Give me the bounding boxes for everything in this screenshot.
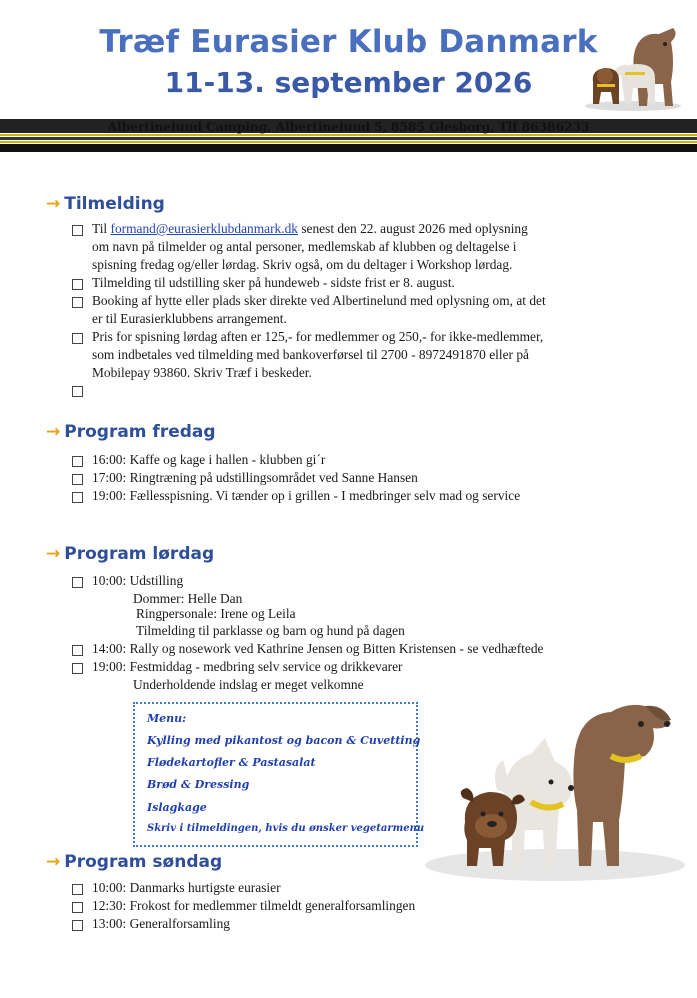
lordag-sub-2: Ringpersonale: Irene og Leila	[136, 606, 296, 621]
tilmelding-item-4-line3: Mobilepay 93860. Skriv Træf i beskeder.	[92, 365, 312, 380]
checkbox-icon	[72, 386, 83, 397]
tilmelding-item-2: Tilmelding til udstilling sker på hundeweb - sidste frist er 8. august.	[92, 275, 455, 290]
lordag-item-2: 14:00: Rally og nosework ved Kathrine Jensen og Bitten Kristensen - se vedhæftede	[92, 641, 544, 656]
checkbox-icon	[72, 279, 83, 290]
menu-line: Kylling med pikantost og bacon & Cuvetting	[147, 734, 421, 747]
menu-box	[133, 702, 425, 847]
checkbox-icon	[72, 492, 83, 503]
tilmelding-item-4-line2: som indbetales ved tilmelding med bankoverførsel til 2700 - 8972491870 eller på	[92, 347, 529, 362]
arrow-right-icon: →	[46, 194, 61, 214]
sondag-item: 13:00: Generalforsamling	[92, 916, 230, 931]
tilmelding-item-1-line1: Til formand@eurasierklubdanmark.dk senest den 22. august 2026 med oplysning	[92, 221, 528, 236]
email-link[interactable]: formand@eurasierklubdanmark.dk	[110, 221, 298, 236]
checkbox-icon	[72, 456, 83, 467]
section-heading-lordag: → Program lørdag	[46, 544, 215, 564]
fredag-item: 19:00: Fællesspisning. Vi tænder op i grillen - I medbringer selv mad og service	[92, 488, 521, 503]
checkbox-icon	[72, 333, 83, 344]
menu-line: Skriv i tilmeldingen, hvis du ønsker vegetarmenu	[147, 823, 425, 834]
checkbox-icon	[72, 920, 83, 931]
checkbox-icon	[72, 645, 83, 656]
event-date: 11-13. september 2026	[164, 66, 533, 99]
lordag-sub-4: Underholdende indslag er meget velkomne	[133, 677, 364, 692]
page-title: Træf Eurasier Klub Danmark	[99, 24, 598, 60]
tilmelding-item-1-line3: spisning fredag og/eller lørdag. Skriv også, om du deltager i Workshop lørdag.	[92, 257, 513, 272]
tilmelding-item-4-line1: Pris for spisning lørdag aften er 125,- for medlemmer og 250,- for ikke-medlemmer,	[92, 329, 544, 344]
checkbox-icon	[72, 225, 83, 236]
checkbox-icon	[72, 902, 83, 913]
tilmelding-item-3-line1: Booking af hytte eller plads sker direkte ved Albertinelund med oplysning om, at det	[92, 293, 546, 308]
arrow-right-icon: →	[46, 544, 61, 564]
lordag-item-1: 10:00: Udstilling	[92, 573, 184, 588]
checkbox-icon	[72, 297, 83, 308]
menu-line: Islagkage	[147, 801, 207, 814]
arrow-right-icon: →	[46, 422, 61, 442]
sondag-item: 12:30: Frokost for medlemmer tilmeldt generalforsamlingen	[92, 898, 416, 913]
checkbox-icon	[72, 663, 83, 674]
checkbox-icon	[72, 884, 83, 895]
dogs-header-illustration	[575, 22, 685, 112]
arrow-right-icon: →	[46, 852, 61, 872]
menu-line: Brød & Dressing	[147, 778, 250, 791]
checkbox-icon	[72, 577, 83, 588]
checkbox-icon	[72, 474, 83, 485]
lordag-item-3: 19:00: Festmiddag - medbring selv service og drikkevarer	[92, 659, 403, 674]
section-heading-sondag: → Program søndag	[46, 852, 223, 872]
lordag-sub-1: Dommer: Helle Dan	[133, 591, 243, 606]
section-heading-fredag: → Program fredag	[46, 422, 216, 442]
fredag-item: 16:00: Kaffe og kage i hallen - klubben gi´r	[92, 452, 326, 467]
tilmelding-item-1-line2: om navn på tilmelder og antal personer, medlemskab af klubben og deltagelse i	[92, 239, 517, 254]
menu-title: Menu:	[147, 712, 187, 725]
tilmelding-item-3-line2: er til Eurasierklubbens arrangement.	[92, 311, 287, 326]
sondag-item: 10:00: Danmarks hurtigste eurasier	[92, 880, 281, 895]
address: Albertinelund Camping, Albertinelund 5, 8585 Glesborg, Tlf 86386233	[107, 119, 590, 134]
fredag-item: 17:00: Ringtræning på udstillingsområdet ved Sanne Hansen	[92, 470, 418, 485]
menu-line: Flødekartofler & Pastasalat	[147, 756, 316, 769]
lordag-sub-3: Tilmelding til parklasse og barn og hund på dagen	[136, 623, 405, 638]
section-heading-tilmelding: → Tilmelding	[46, 194, 165, 214]
dogs-illustration	[405, 690, 685, 885]
